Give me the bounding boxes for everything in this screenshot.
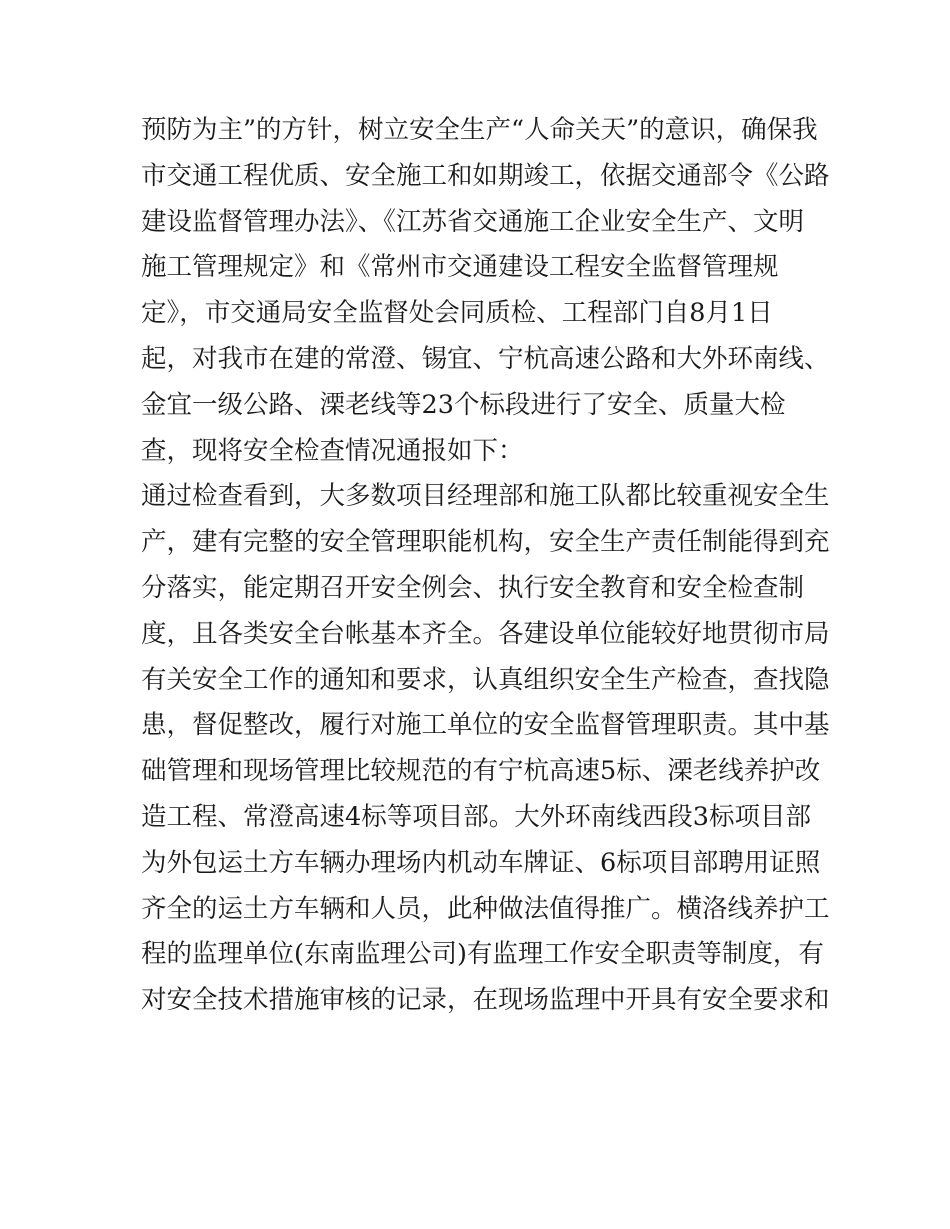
text-line: 对安全技术措施审核的记录，在现场监理中开具有安全要求和 (141, 985, 830, 1016)
text-line: 金宜一级公路、溧老线等23个标段进行了安全、质量大检 (141, 389, 786, 420)
text-line: 分落实，能定期召开安全例会、执行安全教育和安全检查制 (141, 572, 805, 603)
text-line: 础管理和现场管理比较规范的有宁杭高速5标、溧老线养护改 (141, 756, 821, 787)
text-line: 为外包运土方车辆办理场内机动车牌证、6标项目部聘用证照 (141, 847, 821, 878)
text-line: 施工管理规定》和《常州市交通建设工程安全监督管理规 (141, 252, 779, 283)
text-line: 市交通工程优质、安全施工和如期竣工，依据交通部令《公路 (141, 160, 830, 191)
text-line: 有关安全工作的通知和要求，认真组织安全生产检查，查找隐 (141, 664, 830, 695)
text-line: 预防为主”的方针，树立安全生产“人命关天”的意识，确保我 (141, 115, 818, 145)
text-line: 产，建有完整的安全管理职能机构，安全生产责任制能得到充 (141, 527, 830, 558)
text-line: 度，且各类安全台帐基本齐全。各建设单位能较好地贯彻市局 (141, 618, 830, 649)
text-line: 造工程、常澄高速4标等项目部。大外环南线西段3标项目部 (141, 801, 811, 832)
text-line: 查，现将安全检查情况通报如下： (141, 435, 524, 466)
text-line: 定》，市交通局安全监督处会同质检、工程部门自8月1日 (141, 298, 773, 329)
text-line: 齐全的运土方车辆和人员，此种做法值得推广。横洛线养护工 (141, 893, 830, 924)
text-line: 起，对我市在建的常澄、锡宜、宁杭高速公路和大外环南线、 (141, 343, 830, 374)
text-line: 建设监督管理办法》、《江苏省交通施工企业安全生产、文明 (141, 206, 805, 237)
text-line: 程的监理单位(东南监理公司)有监理工作安全职责等制度，有 (141, 939, 824, 970)
text-line: 患，督促整改，履行对施工单位的安全监督管理职责。其中基 (141, 710, 830, 741)
text-line: 通过检查看到，大多数项目经理部和施工队都比较重视安全生 (141, 481, 830, 512)
body-text (141, 108, 830, 1024)
